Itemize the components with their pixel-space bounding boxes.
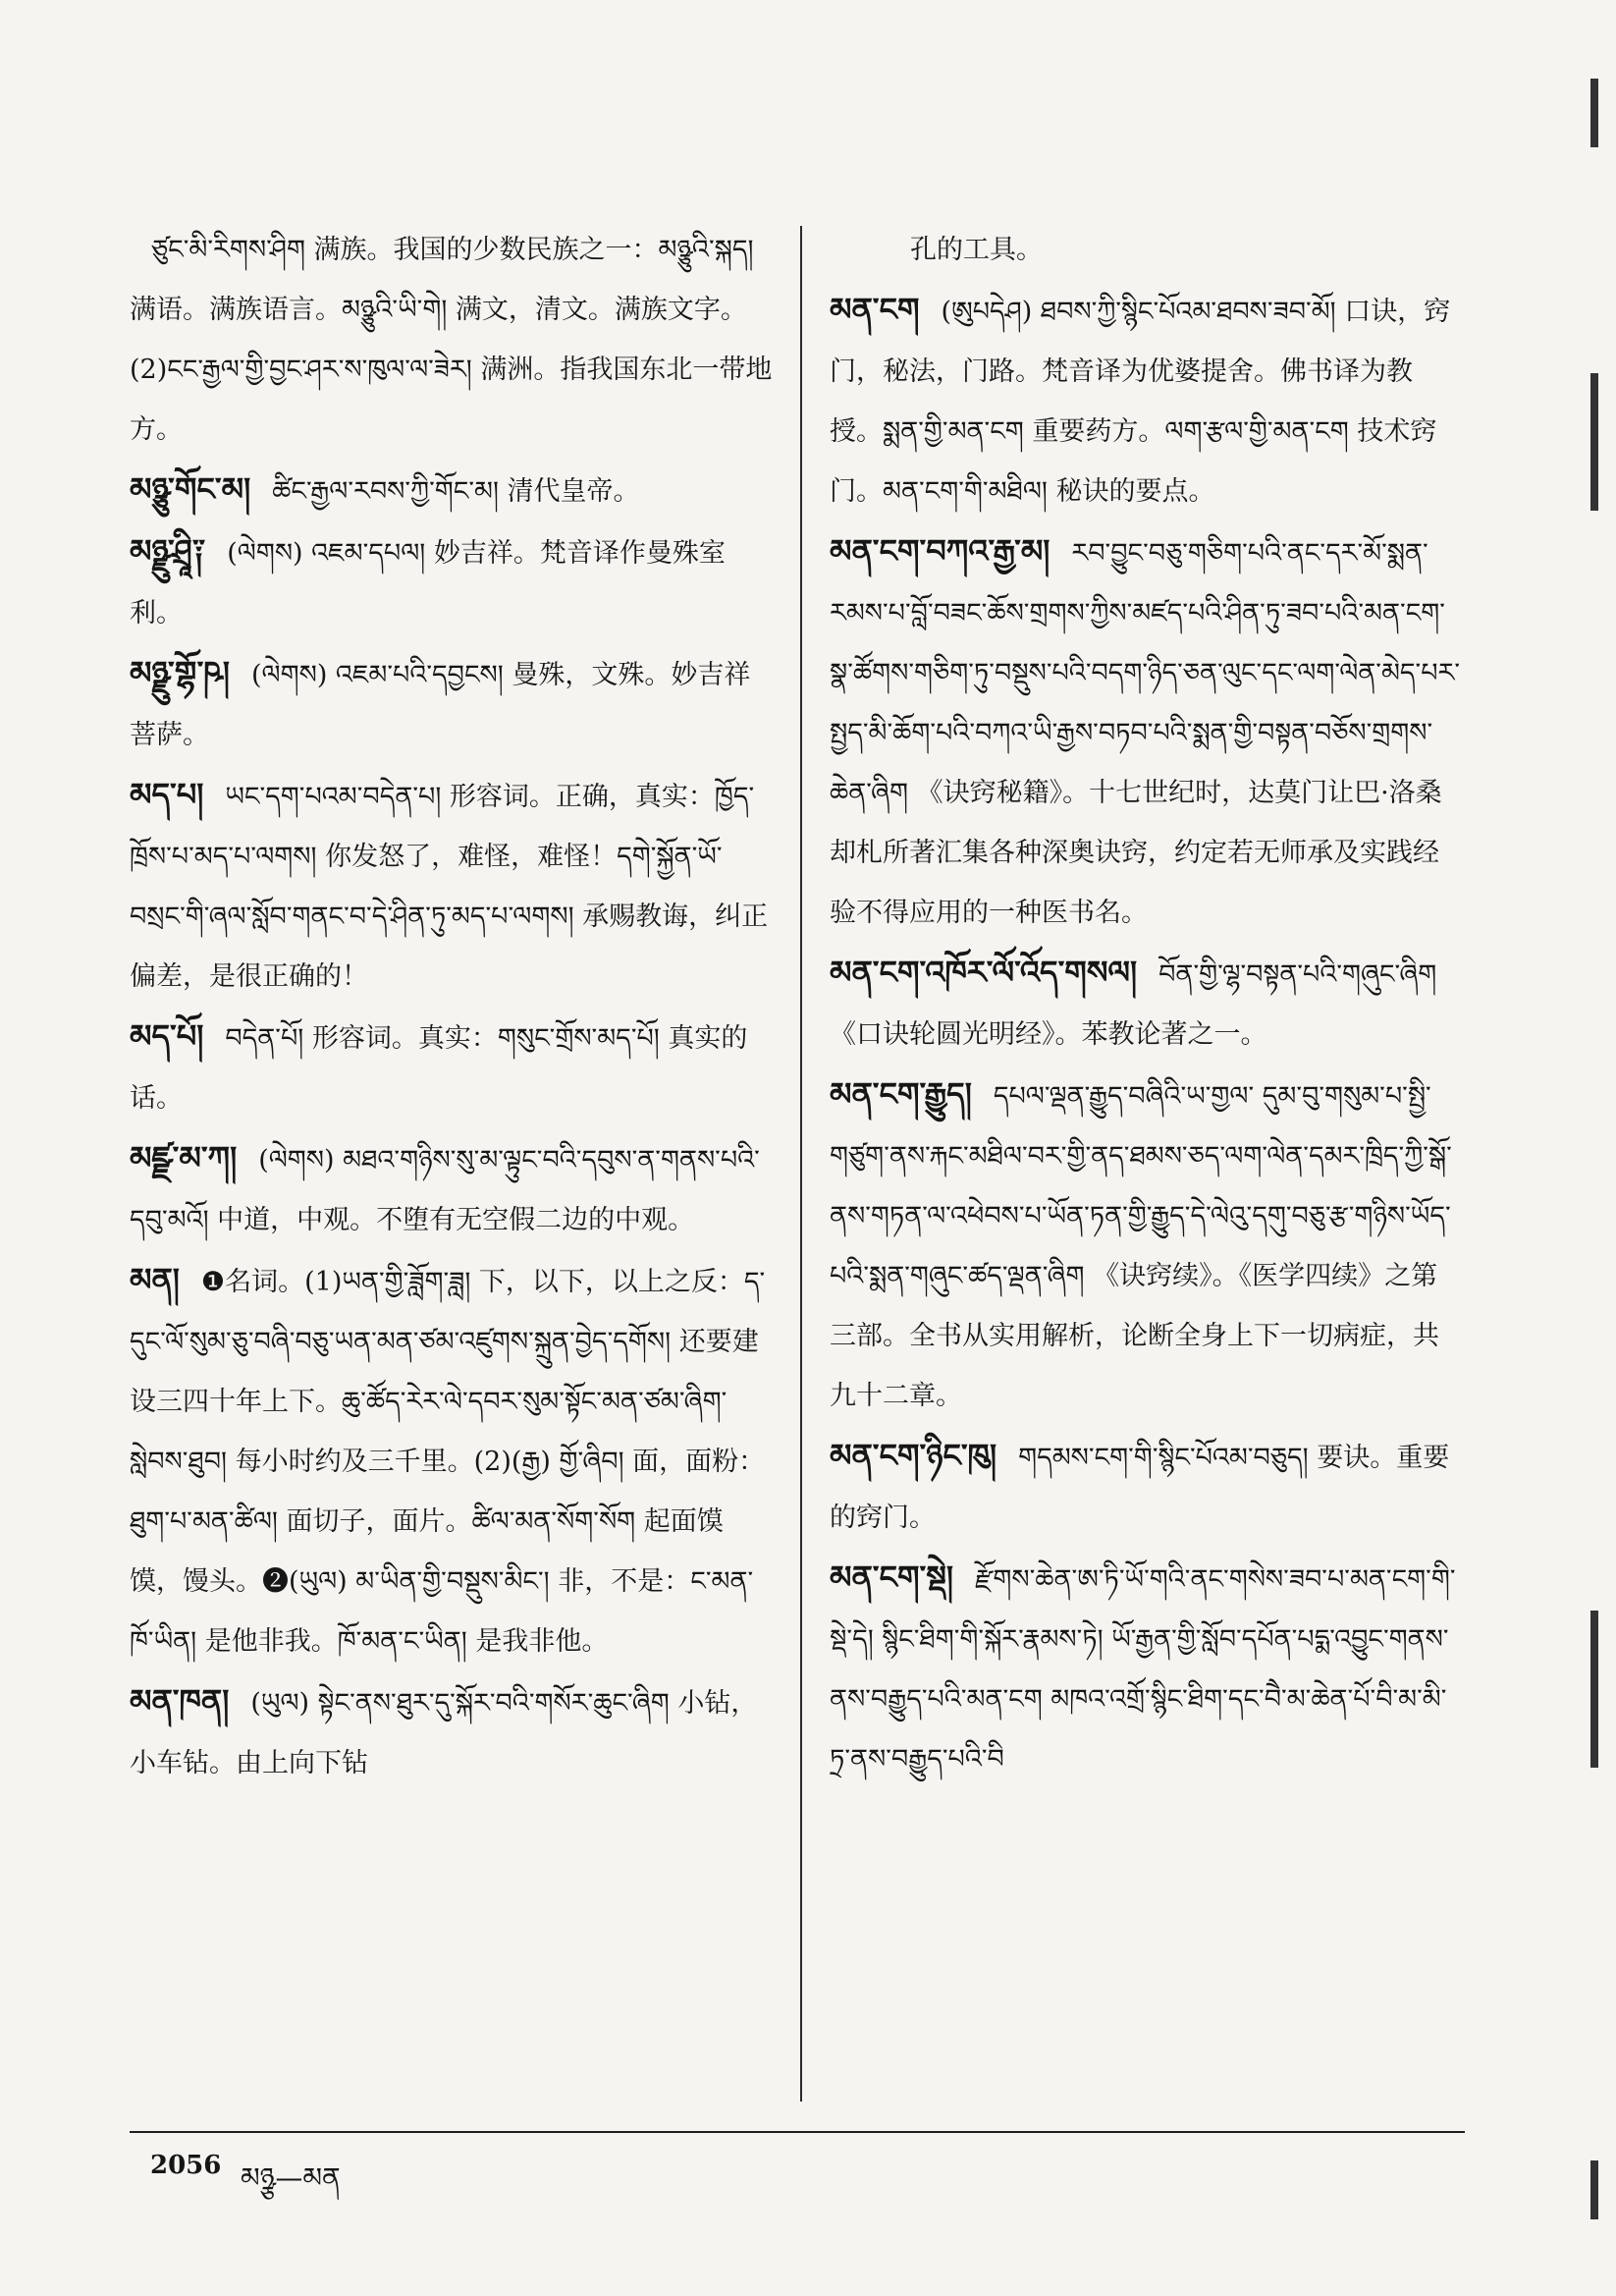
entry — [830, 521, 1463, 943]
entry — [830, 1426, 1463, 1548]
headword: མན། — [130, 1261, 180, 1298]
definition: (ཡུལ) སྟེང་ནས་ཐུར་དུ་སྐོར་བའི་གསོར་ཆུང་ཞིག 小钻，小车钻。由上向下钻 — [130, 1688, 758, 1778]
scan-edge-marks — [1589, 79, 1598, 2239]
headword: མན་ངག་རྒྱུད། — [830, 1075, 972, 1113]
definition: རབ་བྱུང་བཅུ་གཅིག་པའི་ནང་དར་མོ་སྨན་རམས་པ་བློ་བཟང་ཆོས་གྲགས་ཀྱིས་མཛད་པའི་ཤིན་ཏུ་ཟབ་པའི་མན་ངག་སྣ་ཚོགས་གཅིག་ཏུ་བསྡུས་པའི་བདག་ཉིད་ཅན་ལུང་དང་ལག་ལེན་མེད་པར་སྤྱད་མི་ཆོག་པའི་བཀའ་ཡི་རྒྱས་བཏབ་པའི་སྨན་གྱི་བསྟན་བཅོས་གྲགས་ཆེན་ཞིག 《诀窍秘籍》。十七世纪时，达莫门让巴·洛桑却札所著汇集各种深奥诀窍，约定若无师承及实践经验不得应用的一种医书名。 — [830, 538, 1461, 928]
entry — [130, 460, 773, 521]
definition: བདེན་པོ། 形容词。真实：གསུང་གྲོས་མད་པོ། 真实的话。 — [130, 1023, 748, 1114]
headword: མན་ངག — [830, 291, 920, 328]
definition: དཔལ་ལྡན་རྒྱུད་བཞིའི་ཡ་གྱལ་ དུམ་བུ་གསུམ་པ་སྤྱི་གཙུག་ནས་རྐང་མཐིལ་བར་གྱི་ནད་ཐམས་ཅད་ལག་ལེན་དམར་ཁྲིད་ཀྱི་སྒོ་ནས་གཏན་ལ་འཕེབས་པ་ཡོན་ཏན་གྱི་རྒྱུད་དེ་ལེའུ་དགུ་བཅུ་རྩ་གཉིས་ཡོད་པའི་སྨན་གཞུང་ཚད་ལྡན་ཞིག 《诀窍续》。《医学四续》之第三部。全书从实用解析，论断全身上下一切病症，共九十二章。 — [830, 1081, 1452, 1411]
definition: (ལེགས) འཇམ་དཔལ། 妙吉祥。梵音译作曼殊室利。 — [130, 538, 726, 629]
definition: ཡང་དག་པའམ་བདེན་པ། 形容词。正确，真实：ཁྱོད་ཁྲོས་པ་མད་པ་ལགས། 你发怒了，难怪，难怪！དགེ་སྐྱོན་ཡོ་བསྲང་གི་ཞལ་སློབ་གནང་བ་དེ་ཤིན་ཏུ་མད་པ་ལགས། 承赐教诲，纠正偏差，是很正确的！ — [130, 782, 769, 992]
entry — [130, 1250, 773, 1671]
definition: རྫོགས་ཆེན་ཨ་ཏི་ཡོ་གའི་ནང་གསེས་ཟབ་པ་མན་ངག་གི་སྡེ་དེ། སྙིང་ཐིག་གི་སྐོར་རྣམས་ཏེ། ཡོ་རྒྱན་གྱི་སློབ་དཔོན་པདྨ་འབྱུང་གནས་ནས་བརྒྱུད་པའི་མན་ངག མཁའ་འགྲོ་སྙིང་ཐིག་དང་བཻ་མ་ཆེན་པོ་བི་མ་མི་ཏྲ་ནས་བརྒྱུད་པའི་བི — [830, 1564, 1456, 1775]
definition: ཚིང་རྒྱལ་རབས་ཀྱི་གོང་མ། 清代皇帝。 — [272, 476, 640, 507]
headword: མན་ངག་ཉིང་ཁུ། — [830, 1437, 997, 1474]
entry — [130, 1007, 773, 1128]
headword: མད་པ། — [130, 776, 204, 813]
definition: གདམས་ངག་གི་སྙིང་པོའམ་བཅུད། 要诀。重要的窍门。 — [830, 1443, 1450, 1533]
headword: མན་ངག་སྡེ། — [830, 1558, 953, 1596]
headword: མན་ངག་འཁོར་ལོ་འོད་གསལ། — [830, 954, 1138, 991]
column-divider — [800, 226, 802, 2102]
right-column — [830, 218, 1463, 1789]
headword: མཉྫུ་གྷོ་ཥ། — [130, 654, 230, 691]
definition: ❶名词。(1)ཡན་གྱི་ཟློག་ཟླ། 下，以下，以上之反：ད་དུང་ལོ་སུམ་ཅུ་བཞི་བཅུ་ཡན་མན་ཙམ་འཛུགས་སྐྲུན་བྱེད་དགོས། 还要建设三四十年上下。ཆུ་ཚོད་རེར་ལེ་དབར་སུམ་སྟོང་མན་ཙམ་ཞིག་སླེབས་ཐུབ། 每小时约及三千里。(2)(རྒྱ) གྱོ་ཞིབ། 面，面粉：ཐུག་པ་མན་ཚིལ། 面切子，面片。ཚིལ་མན་སོག་སོག 起面馍馍，馒头。❷(ཡུལ) མ་ཡིན་གྱི་བསྡུས་མིང་། 非，不是：ང་མན་ཁོ་ཡིན། 是他非我。ཁོ་མན་ང་ཡིན། 是我非他。 — [130, 1267, 766, 1657]
headword: མཉྫུ་ཤྲཱི༑ — [130, 532, 206, 570]
entry — [130, 765, 773, 1007]
page-number: 2056 — [150, 2151, 222, 2180]
left-column — [130, 218, 773, 1793]
entry — [830, 943, 1463, 1065]
headword: མན་ཁན། — [130, 1682, 230, 1720]
definition: (ལེགས) མཐའ་གཉིས་སུ་མ་ལྟུང་བའི་དབུས་ན་གནས་པའི་དབུ་མའོ། 中道，中观。不堕有无空假二边的中观。 — [130, 1145, 760, 1235]
entry — [830, 218, 1463, 280]
entry — [130, 1671, 773, 1793]
entry — [130, 643, 773, 765]
headword: མཉྩུ་གོང་མ། — [130, 470, 251, 508]
headword: མན་ངག་བཀའ་རྒྱ་མ། — [830, 532, 1050, 570]
entry — [830, 280, 1463, 521]
entry — [130, 1128, 773, 1250]
definition: 孔的工具。 — [910, 235, 1043, 265]
headword: མད་པོ། — [130, 1017, 204, 1055]
running-head: མཉྩ—མན — [241, 2161, 341, 2194]
definition: ཙུང་མི་རིགས་ཤིག 满族。我国的少数民族之一：མཉྩུའི་སྐད། 满语。满族语言。མཉྩུའི་ཡི་གེ། 满文，清文。满族文字。(2)ངང་རྒྱལ་གྱི་བྱང་ཤར་ས་ཁུལ་ལ་ཟེར། 满洲。指我国东北一带地方。 — [130, 235, 773, 445]
entry — [830, 1548, 1463, 1789]
entry — [830, 1065, 1463, 1426]
definition: (ཨུཔདེཤ) ཐབས་ཀྱི་སྙིང་པོའམ་ཐབས་ཟབ་མོ། 口诀，窍门，秘法，门路。梵音译为优婆提舍。佛书译为教授。སྨན་གྱི་མན་ངག 重要药方。ལག་རྩལ་གྱི་མན་ངག 技术窍门。མན་ངག་གི་མཐིལ། 秘诀的要点。 — [830, 297, 1451, 507]
entry — [130, 521, 773, 643]
definition: བོན་གྱི་ལྷ་བསྟན་པའི་གཞུང་ཞིག 《口诀轮圆光明经》。苯教论著之一。 — [830, 959, 1437, 1050]
entry — [130, 218, 773, 460]
footer-rule — [130, 2131, 1465, 2133]
definition: (ལེགས) འཇམ་པའི་དབྱངས། 曼殊，文殊。妙吉祥菩萨。 — [130, 660, 751, 750]
headword: མཛྫ་མ་ཀ། — [130, 1139, 238, 1176]
